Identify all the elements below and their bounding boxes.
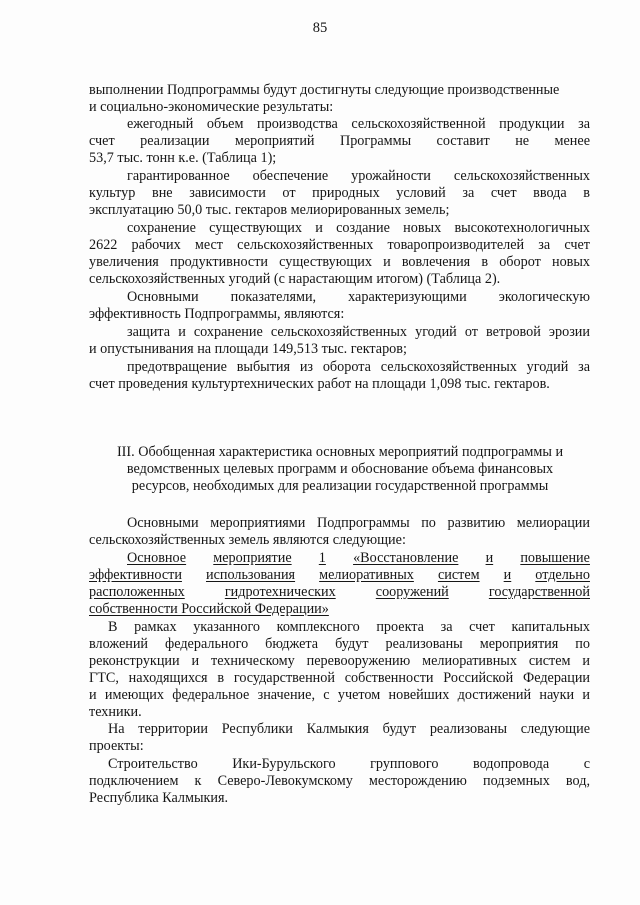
text-line: защита и сохранение сельскохозяйственных угодий от ветровой эрозии (127, 324, 590, 340)
section-heading: ресурсов, необходимых для реализации государственной программы (131, 478, 549, 494)
text-line: проекты: (89, 738, 144, 754)
word: не (515, 133, 530, 149)
word: Ики-Бурульского (232, 756, 336, 772)
word: Основными (127, 289, 199, 305)
word: менее (554, 133, 590, 149)
text-line: и социально-экономические результаты: (89, 99, 334, 115)
text-line: сохранение существующих и создание новых высокотехнологичных (127, 220, 590, 236)
text-line: предотвращение выбытия из оборота сельскохозяйственных угодий за (127, 359, 590, 375)
text-line: ежегодный объем производства сельскохозяйственной продукции за (127, 116, 590, 132)
text-line (89, 584, 590, 601)
word: группового (370, 756, 439, 772)
text-line: ГТС, находящихся в государственной собственности Российской Федерации (89, 670, 590, 686)
text-line (127, 289, 590, 306)
text-line: счет проведения культуртехнических работ на площади 1,098 тыс. гектаров. (89, 376, 550, 392)
word: использования (205, 567, 296, 583)
word: с (583, 756, 590, 772)
word: систем (437, 567, 480, 583)
text-line: В рамках указанного комплексного проекта за счет капитальных (108, 619, 590, 635)
word: расположенных (89, 584, 185, 600)
text-line: подключением к Северо-Левокумскому месторождению подземных вод, (89, 773, 590, 789)
text-line: выполнении Подпрограммы будут достигнуты следующие производственные (89, 82, 560, 98)
text-line: 53,7 тыс. тонн к.е. (Таблица 1); (89, 150, 277, 166)
page-number: 85 (312, 20, 328, 36)
word: гидротехнических (224, 584, 336, 600)
word: характеризующими (348, 289, 467, 305)
word: государственной (488, 584, 590, 600)
text-line (89, 133, 590, 150)
text-line (127, 550, 590, 567)
word: составит (436, 133, 490, 149)
text-line: 2622 рабочих мест сельскохозяйственных товаропроизводителей за счет (89, 237, 590, 253)
word: Основное (127, 550, 187, 566)
text-line (89, 601, 590, 618)
text-line: эксплуатацию 50,0 тыс. гектаров мелиорированных земель; (89, 202, 450, 218)
word: 1 (318, 550, 326, 566)
text-line: На территории Республики Калмыкия будут реализованы следующие (108, 721, 590, 737)
word: водопровода (472, 756, 550, 772)
section-heading: III. Обобщенная характеристика основных мероприятий подпрограммы и (116, 444, 564, 460)
text-line: увеличения продуктивности существующих и вовлечения в оборот новых (89, 254, 590, 270)
text-line: Республика Калмыкия. (89, 790, 229, 806)
text-line (89, 567, 590, 584)
word: мероприятий (234, 133, 315, 149)
text-line: техники. (89, 704, 142, 720)
text-line: и опустынивания на площади 149,513 тыс. гектаров; (89, 341, 407, 357)
text-line: сельскохозяйственных земель являются следующие: (89, 532, 406, 548)
text-line: и имеющих федеральное значение, с учетом новейших достижений науки и (89, 687, 590, 703)
word: мелиоративных (319, 567, 414, 583)
word: отдельно (535, 567, 590, 583)
word: и (503, 567, 512, 583)
text-line: вложений федерального бюджета будут реализованы мероприятия по (89, 636, 590, 652)
text-line (108, 756, 590, 773)
text-line: культур вне зависимости от природных условий за счет ввода в (89, 185, 590, 201)
word: счет (89, 133, 115, 149)
word: и (485, 550, 494, 566)
word: Программы (339, 133, 412, 149)
word: показателями, (230, 289, 317, 305)
word: повышение (520, 550, 590, 566)
text-line: гарантированное обеспечение урожайности сельскохозяйственных (127, 168, 590, 184)
word: Строительство (108, 756, 198, 772)
word: «Восстановление (353, 550, 459, 566)
word: мероприятие (213, 550, 292, 566)
word: экологическую (498, 289, 590, 305)
text-line: эффективность Подпрограммы, являются: (89, 306, 345, 322)
word: сооружений (375, 584, 449, 600)
word: реализации (140, 133, 210, 149)
word: эффективности (89, 567, 182, 583)
text-line: сельскохозяйственных угодий (с нарастающим итогом) (Таблица 2). (89, 271, 501, 287)
underlined-text: собственности Российской Федерации» (89, 601, 329, 617)
section-heading: ведомственных целевых программ и обоснование объема финансовых (126, 461, 554, 477)
text-line: реконструкции и техническому перевооружению мелиоративных систем и (89, 653, 590, 669)
text-line: Основными мероприятиями Подпрограммы по развитию мелиорации (127, 515, 590, 531)
